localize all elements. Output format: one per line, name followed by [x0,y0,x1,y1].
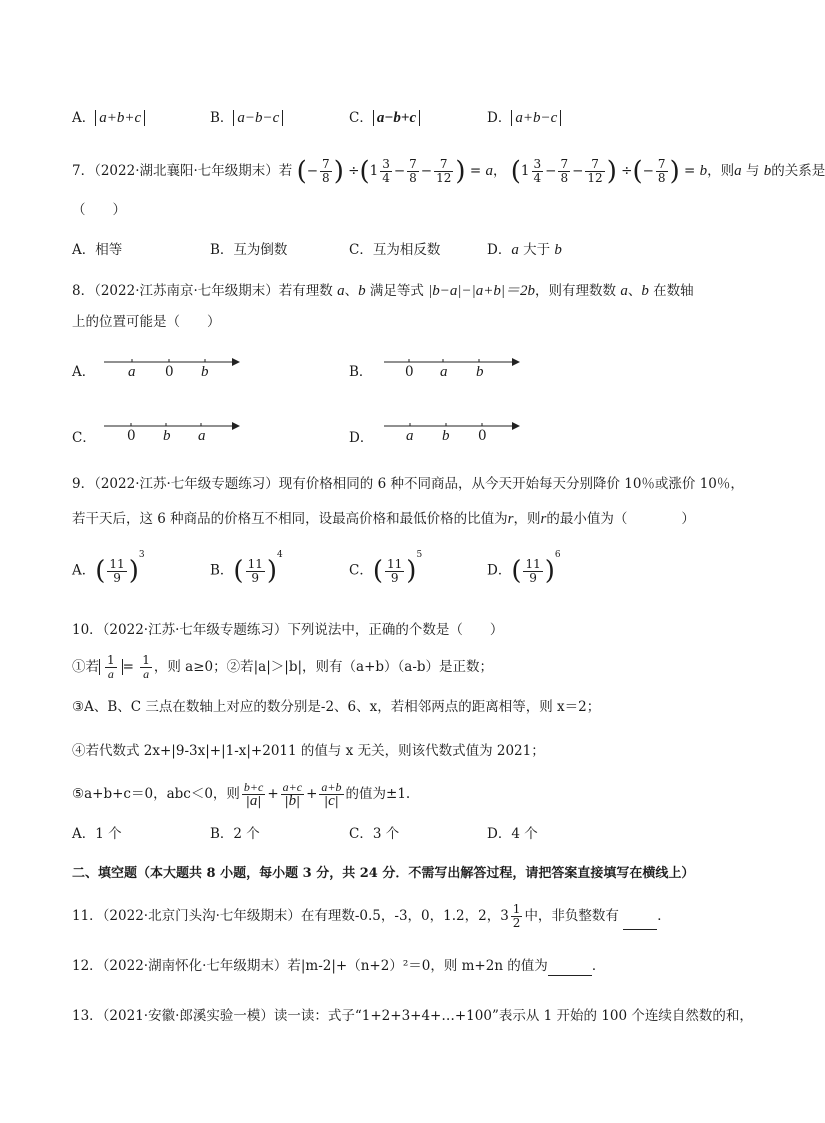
q8-stem-line1: 8．（2022·江苏南京·七年级期末）若有理数 a、b 满足等式 |b−a|−|a+b|＝2b，则有理数数 a、b 在数轴 [72,283,694,299]
q10-option-d[interactable]: D．4 个 [487,826,538,842]
q8-b-mark-2: a [440,364,448,380]
q8-option-d-numberline [380,416,520,446]
q8-b-mark-1: 0 [405,364,414,380]
q8-option-a-label[interactable]: A． [72,364,96,380]
q8-c-mark-1: 0 [127,428,136,444]
q11-stem: 11．（2022·北京门头沟·七年级期末）在有理数-0.5，-3，0，1.2，2，3 $\frac{1}{2}$ 中，非负整数有 ． [72,902,671,930]
q12-answer-blank[interactable] [548,961,592,976]
q13-stem: 13．（2021·安徽·郎溪实验一模）读一读：式子“1+2+3+4+…+100”表示从 1 开始的 100 个连续自然数的和， [72,1008,753,1024]
q10-option-a[interactable]: A．1 个 [72,826,122,842]
q7-option-c[interactable]: C．互为相反数 [349,242,441,258]
q10-statement-4: ④若代数式 2x+|9-3x|+|1-x|+2011 的值与 x 无关，则该代数式值为 2021； [72,743,545,759]
q10-statement-1-2: ①若 $\frac{1}{a}$ = $\frac{1}{a}$ ，则 a≥0；②若|a|＞|b|，则有（a+b）（a-b）是正数； [72,653,494,681]
q8-option-b-label[interactable]: B． [349,364,373,380]
q9-stem-line2: 若干天后，这 6 种商品的价格互不相同，设最高价格和最低价格的比值为r，则r的最小值为（ ） [72,511,695,527]
q8-c-mark-2: b [163,428,171,444]
q8-a-mark-3: b [201,364,209,380]
q7-option-a[interactable]: A．相等 [72,242,123,258]
q8-option-c-label[interactable]: C． [72,430,96,446]
q9-stem-line1: 9．（2022·江苏·七年级专题练习）现有价格相同的 6 种不同商品，从今天开始每天分别降价 10％或涨价 10％， [72,476,744,492]
q9-option-c[interactable]: C．( $\frac{11}{9}$ )$^5$ [349,550,423,586]
q11-answer-blank[interactable] [623,915,657,930]
frac-7-8: $\frac{7}{8}$ [322,157,330,185]
q9-option-a[interactable]: A．( $\frac{11}{9}$ )$^3$ [72,550,145,586]
q8-d-mark-3: 0 [478,428,487,444]
q7-stem: 7．（2022·湖北襄阳·七年级期末）若 (− $\frac{7}{8}$ ) ÷(1 $\frac{3}{4}$ − $\frac{7}{8}$ − $\frac{7}{12}$ ) = a， (1 $\frac{3}{4}$ − $\frac{7}{8}$ − $\frac{7}{12}$ ) ÷(− $\frac{7}{8}$ ) = b，则a 与 b的关系是 [72,156,825,187]
q6-option-c[interactable]: C． a−b+c [349,106,420,127]
q6-option-d[interactable]: D． a+b−c [487,106,561,127]
q8-b-mark-3: b [476,364,484,380]
q10-option-b[interactable]: B．2 个 [210,826,260,842]
q7-option-b[interactable]: B．互为倒数 [210,242,288,258]
section-2-heading: 二、填空题（本大题共 8 小题，每小题 3 分，共 24 分．不需写出解答过程，请把答案直接填写在横线上） [72,866,695,881]
q9-option-b[interactable]: B．( $\frac{11}{9}$ )$^4$ [210,550,283,586]
q10-statement-5: ⑤a+b+c＝0，abc＜0，则 $\frac{b+c}{|a|}$ + $\frac{a+c}{|b|}$ + $\frac{a+b}{|c|}$ 的值为±1. [72,780,411,809]
q8-stem-line2: 上的位置可能是（ ） [72,314,221,330]
q12-stem: 12．（2022·湖南怀化·七年级期末）若|m-2|+（n+2）²＝0，则 m+2n 的值为 ． [72,958,606,974]
q7-blank[interactable]: （ ） [72,202,126,218]
q8-c-mark-3: a [198,428,206,444]
q10-stem: 10．（2022·江苏·七年级专题练习）下列说法中，正确的个数是（ ） [72,622,504,638]
q6-option-b[interactable]: B． a−b−c [210,106,283,127]
q8-d-mark-1: a [406,428,414,444]
q8-option-d-label[interactable]: D． [349,430,374,446]
q10-option-c[interactable]: C．3 个 [349,826,400,842]
q6-option-a[interactable]: A． a+b+c [72,106,145,127]
q8-a-mark-1: a [128,364,136,380]
q8-option-b-numberline [380,352,520,382]
q9-option-d[interactable]: D．( $\frac{11}{9}$ )$^6$ [487,550,561,586]
q7-option-d[interactable]: D．a 大于 b [487,242,562,258]
q8-d-mark-2: b [442,428,450,444]
q10-statement-3: ③A、B、C 三点在数轴上对应的数分别是-2、6、x，若相邻两点的距离相等，则 x＝2； [72,699,601,715]
q8-a-mark-2: 0 [165,364,174,380]
